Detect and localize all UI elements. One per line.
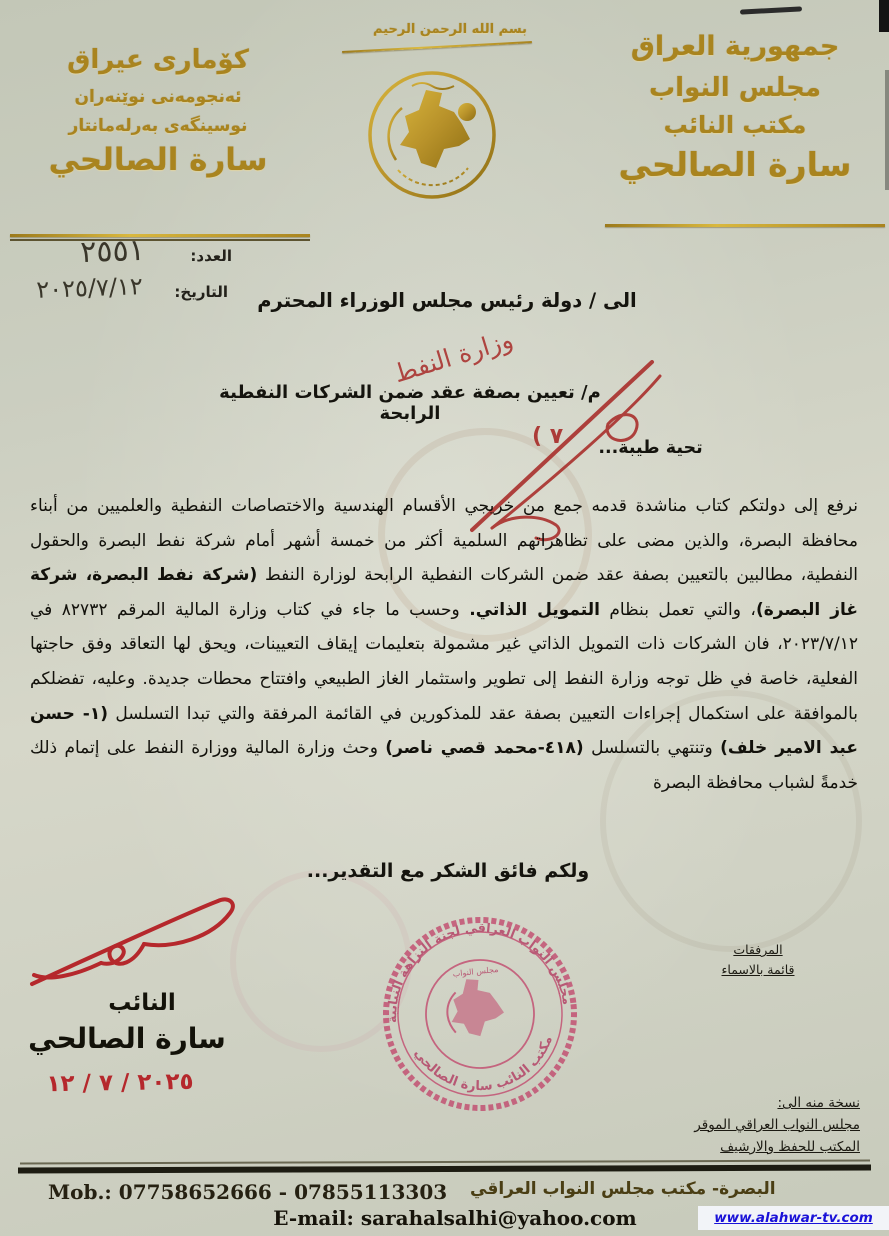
addressee-line: الى / دولة رئيس مجلس الوزراء المحترم bbox=[257, 289, 637, 312]
footer-mobile-numbers: Mob.: 07758652666 - 07855113303 bbox=[48, 1180, 448, 1204]
photo-edge-shadow bbox=[885, 70, 889, 190]
footer-rule-thin bbox=[20, 1160, 870, 1165]
office-round-stamp bbox=[366, 912, 594, 1118]
staple-mark bbox=[740, 6, 802, 14]
body-segment: (١- حسن عبد الامير خلف) bbox=[30, 703, 858, 759]
header-line-republic-ku: كۆماری عیراق bbox=[67, 45, 249, 75]
header-right-underline bbox=[605, 224, 885, 227]
tv-watermark-text: www.alahwar-tv.com bbox=[714, 1210, 873, 1226]
copies-item: مجلس النواب العراقي الموقر bbox=[694, 1117, 860, 1133]
header-arabic bbox=[585, 30, 885, 186]
footer-office-location: البصرة- مكتب مجلس النواب العراقي bbox=[470, 1179, 776, 1199]
number-value-handwritten: ٢٥٥١ bbox=[79, 232, 146, 271]
header-kurdish bbox=[8, 44, 308, 180]
body-segment: ، والتي تعمل بنظام bbox=[599, 599, 756, 620]
footer-rule bbox=[18, 1165, 871, 1174]
stamp-arc-bottom-text: مكتب النائب سارة الصالحي bbox=[410, 1033, 556, 1095]
number-label: العدد: bbox=[190, 247, 232, 265]
closing-line: ولكم فائق الشكر مع التقدير... bbox=[306, 860, 590, 882]
body-segment: التمويل الذاتي. bbox=[469, 599, 600, 620]
red-pen-mark: ( ٧ bbox=[532, 424, 564, 449]
bismillah-calligraphy: بسم الله الرحمن الرحيم bbox=[373, 22, 527, 37]
header-line-parliament: مجلس النواب bbox=[649, 72, 821, 103]
stamp-inner-text: مجلس النواب bbox=[452, 964, 499, 979]
body-segment: نرفع إلى دولتكم كتاب مناشدة قدمه جمع من خريجي الأقسام الهندسية والاختصاصات النفطية والعلميين من أبناء محافظة البصرة، والذين مضى على تظاهراتهم السلمية أكثر من خمسة أشهر أمام شركة نفط البصرة والحقول النفطية، مطالبين بالتعيين بصفة عقد ضمن الشركات النفطية الرابحة لوزارة النفط bbox=[30, 496, 858, 586]
copies-item: المكتب للحفظ والارشيف bbox=[720, 1139, 860, 1155]
iraq-map-shape bbox=[400, 90, 470, 168]
stamp-arc-top-text: مجلس النواب العراقي لجنة النزاهة النيابية bbox=[384, 919, 576, 1024]
body-segment: (٤١٨-محمد قصي ناصر) bbox=[385, 738, 584, 759]
header-line-office-ku: نوسینگەی بەرلەمانتار bbox=[68, 115, 248, 136]
greeting-line: تحية طيبة... bbox=[598, 438, 703, 458]
signature-date: ٢٠٢٥ / ٧ / ١٢ bbox=[46, 1068, 194, 1098]
copies-label: نسخة منه الى: bbox=[777, 1095, 860, 1111]
body-segment: وحث وزارة المالية ووزارة النفط على إتمام ذلك خدمةً لشباب محافظة البصرة bbox=[30, 738, 858, 793]
body-segment: وحسب ما جاء في كتاب وزارة المالية المرقم ٨٢٧٣٢ في ٢٠٢٣/٧/١٢، فان الشركات ذات التمويل الذاتي غير مشمولة بتعليمات إيقاف التعيينات، ويحق لها التعاقد وفق حاجتها الفعلية، خاصة في ظل توجه وزارة النفط إلى تطوير واستثمار الغاز الطبيعي وافتتاح محطات جديدة. وعليه، تفضلكم بالموافقة على استكمال إجراءات التعيين بصفة عقد للمذكورين في القائمة المرفقة والتي تبدا التسلسل bbox=[30, 599, 858, 724]
copies-block bbox=[638, 1092, 860, 1158]
attachments-label: المرفقات bbox=[733, 942, 783, 957]
header-line-parliament-ku: ئەنجومەنی نوێنەران bbox=[74, 86, 242, 107]
header-line-office: مكتب النائب bbox=[663, 111, 807, 140]
tv-watermark bbox=[698, 1206, 889, 1230]
red-handwritten-note: وزارة النفط bbox=[390, 324, 517, 389]
attachments-value: قائمة بالاسماء bbox=[721, 962, 795, 977]
signature-scribble bbox=[22, 888, 257, 993]
subject-line: م/ تعيين بصفة عقد ضمن الشركات النفطية الرابحة bbox=[219, 382, 601, 424]
bismillah-flourish bbox=[342, 41, 532, 53]
header-line-mp-name-ku: سارة الصالحي bbox=[48, 142, 268, 178]
gold-emblem-iraq-map bbox=[360, 64, 505, 206]
date-value-handwritten: ٢٠٢٥/٧/١٢ bbox=[35, 272, 144, 304]
body-segment: وتنتهي بالتسلسل bbox=[583, 738, 721, 759]
signature-title: النائب bbox=[108, 990, 176, 1016]
body-segment: (شركة نفط البصرة، شركة غاز البصرة) bbox=[30, 565, 859, 620]
body-paragraph bbox=[30, 489, 858, 800]
attachments-block bbox=[688, 940, 828, 980]
header-line-republic: جمهورية العراق bbox=[630, 31, 840, 62]
photo-corner-shadow bbox=[879, 0, 889, 32]
header-line-mp-name: سارة الصالحي bbox=[618, 145, 852, 185]
footer-email: E-mail: sarahalsalhi@yahoo.com bbox=[273, 1206, 637, 1230]
date-label: التاريخ: bbox=[174, 283, 228, 301]
signature-name: سارة الصالحي bbox=[28, 1022, 226, 1055]
